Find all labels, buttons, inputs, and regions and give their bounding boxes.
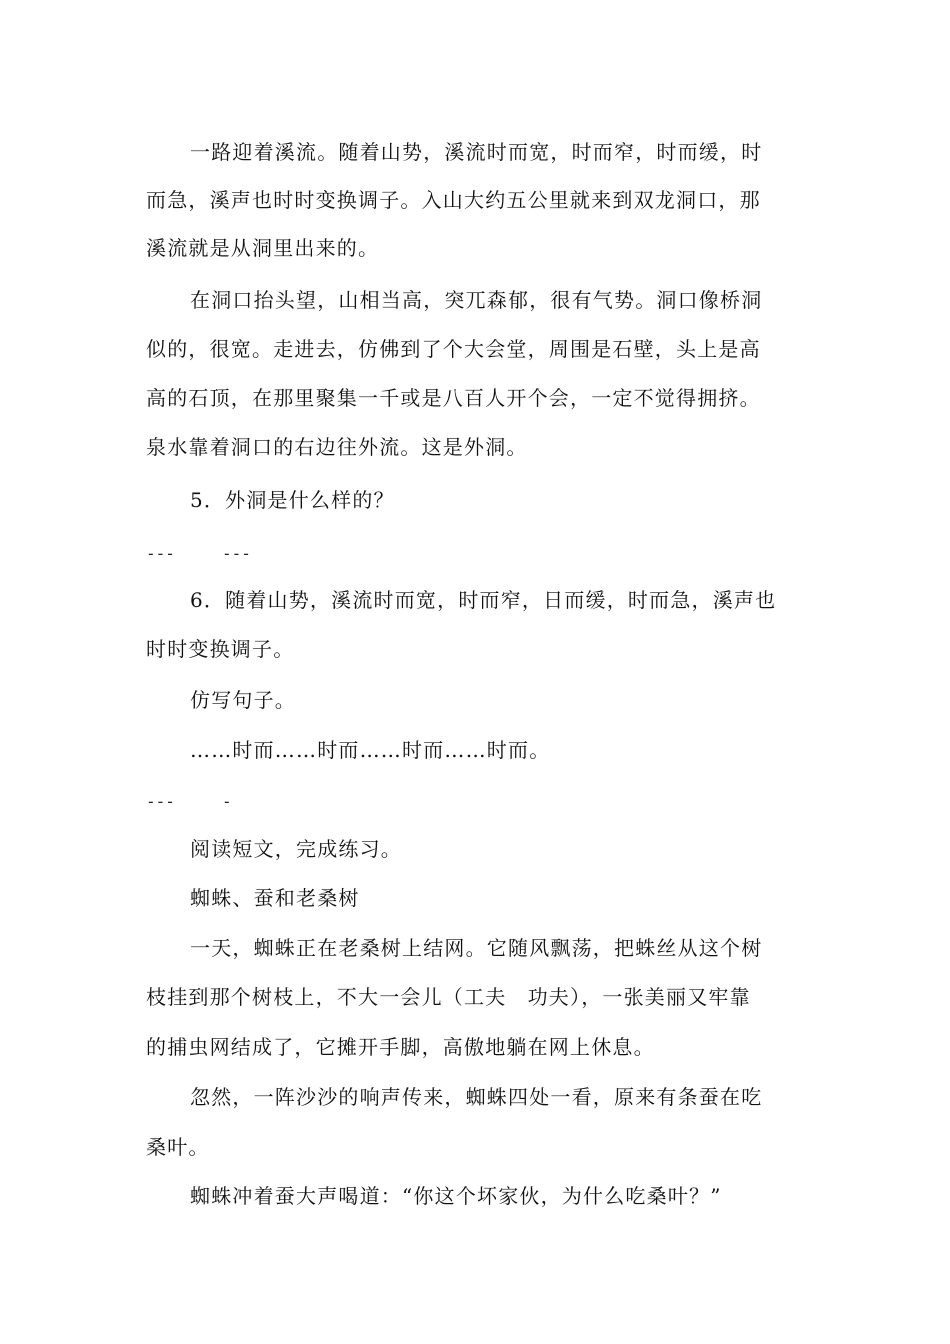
paragraph-line: 溪流就是从洞里出来的。: [146, 236, 380, 260]
paragraph-line: 似的，很宽。走进去，仿佛到了个大会堂，周围是石壁，头上是高: [146, 337, 761, 361]
answer-blank[interactable]: ---: [146, 792, 175, 811]
question-6: 6．随着山势，溪流时而宽，时而窄，日而缓，时而急，溪声也: [190, 588, 777, 612]
paragraph-line: 枝挂到那个树枝上，不大一会儿（工夫 功夫），一张美丽又牢靠: [146, 985, 751, 1009]
paragraph-line: 高的石顶，在那里聚集一千或是八百人开个会，一定不觉得拥挤。: [146, 386, 761, 410]
paragraph-line: 忽然，一阵沙沙的响声传来，蜘蛛四处一看，原来有条蚕在吃: [190, 1085, 763, 1109]
paragraph-line: 一天，蜘蛛正在老桑树上结网。它随风飘荡，把蛛丝从这个树: [190, 936, 763, 960]
answer-blank[interactable]: ---: [222, 544, 251, 563]
question-6-instruction: 仿写句子。: [190, 688, 296, 712]
paragraph-line: 蜘蛛冲着蚕大声喝道：“你这个坏家伙，为什么吃桑叶？”: [190, 1184, 722, 1208]
answer-blank[interactable]: -: [222, 792, 232, 811]
paragraph-line: 一路迎着溪流。随着山势，溪流时而宽，时而窄，时而缓，时: [190, 140, 763, 164]
question-5: 5．外洞是什么样的？: [190, 488, 395, 512]
paragraph-line: 泉水靠着洞口的右边往外流。这是外洞。: [146, 435, 528, 459]
paragraph-line: 的捕虫网结成了，它摊开手脚，高傲地躺在网上休息。: [146, 1035, 655, 1059]
answer-blank[interactable]: ---: [146, 544, 175, 563]
paragraph-line: 在洞口抬头望，山相当高，突兀森郁，很有气势。洞口像桥洞: [190, 288, 763, 312]
paragraph-line: 而急，溪声也时时变换调子。入山大约五公里就来到双龙洞口，那: [146, 188, 761, 212]
question-6-cont: 时时变换调子。: [146, 637, 295, 661]
paragraph-line: 桑叶。: [146, 1135, 210, 1159]
question-6-pattern: ……时而……时而……时而……时而。: [190, 738, 551, 762]
story-title: 蜘蛛、蚕和老桑树: [190, 886, 360, 910]
reading-instruction: 阅读短文，完成练习。: [190, 837, 402, 861]
